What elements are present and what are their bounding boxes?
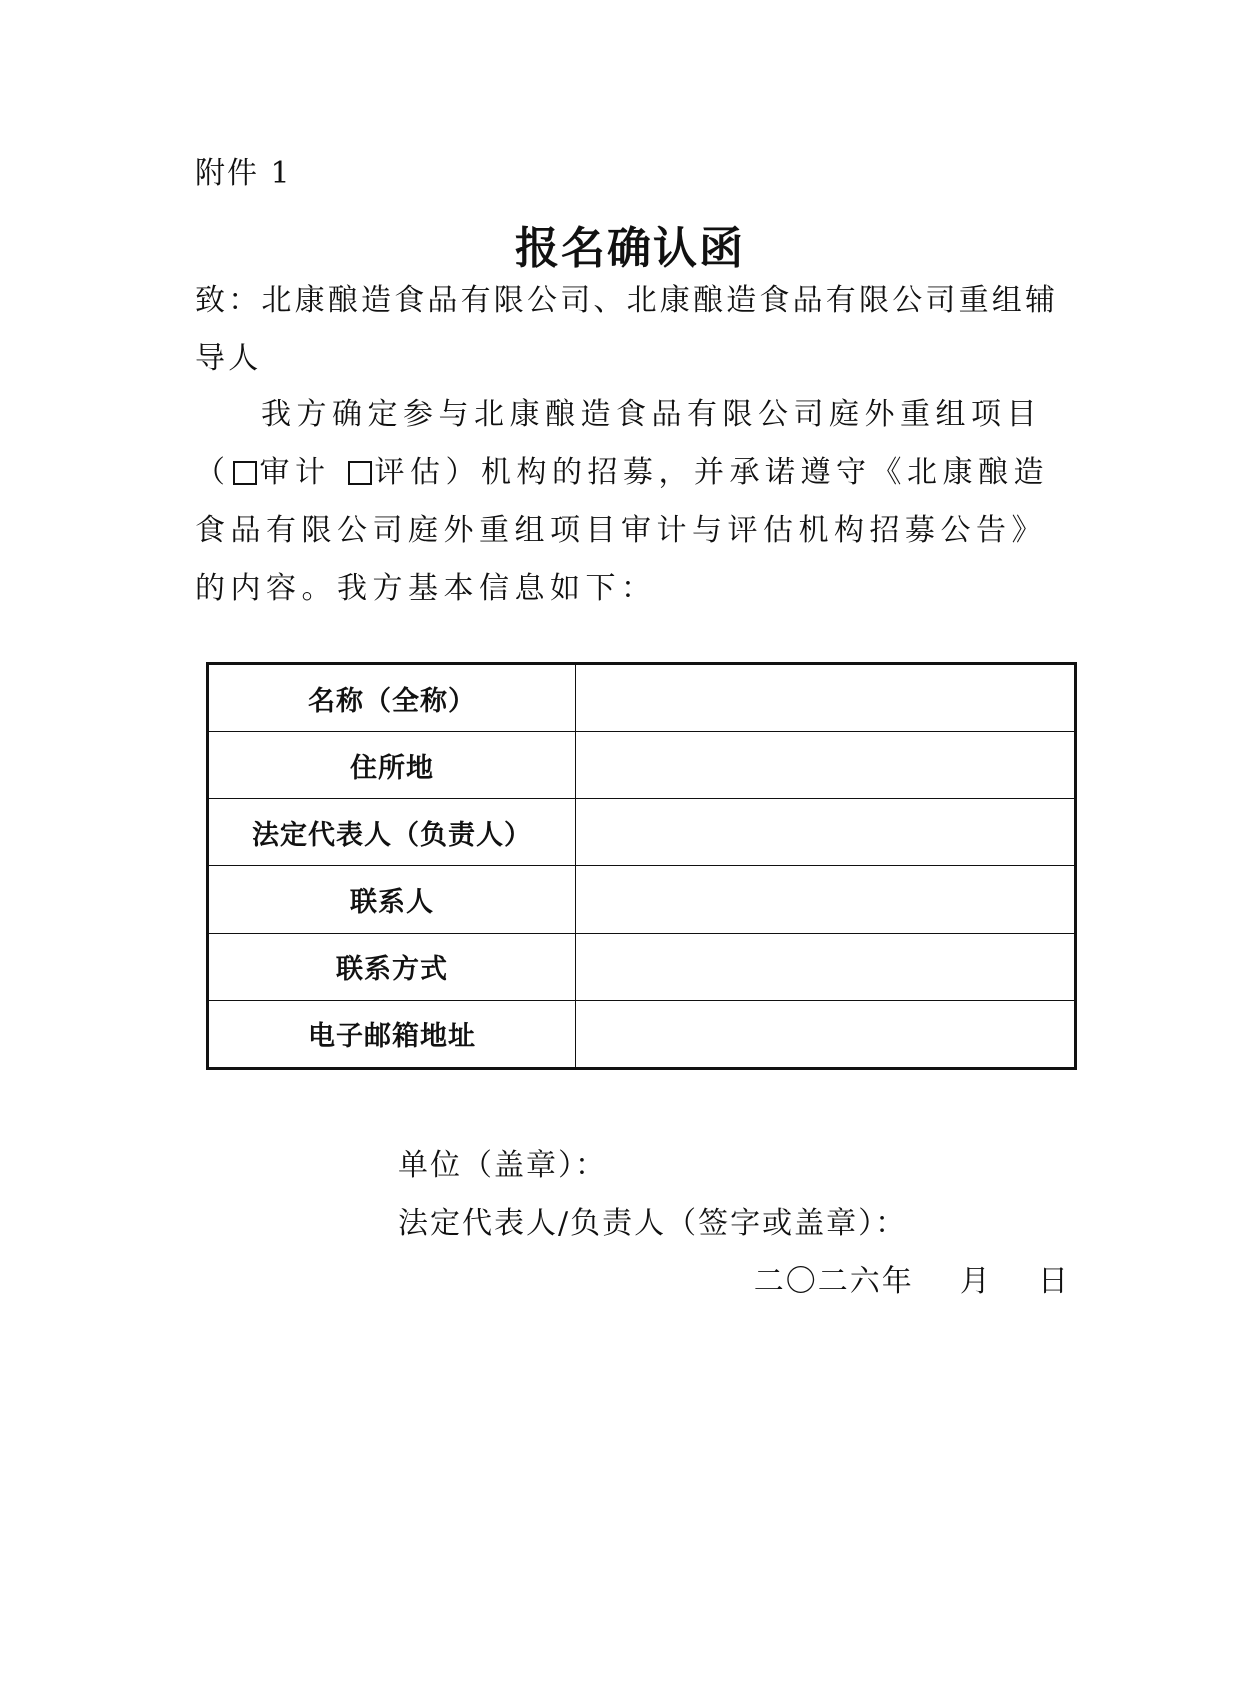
row-value-contact-method[interactable] [576,933,1076,1000]
audit-checkbox[interactable] [233,461,257,485]
body-paragraph [195,386,1075,618]
row-label-email: 电子邮箱地址 [208,1000,576,1068]
row-value-address[interactable] [576,732,1076,799]
row-label-contact-method: 联系方式 [208,933,576,1000]
table-row [208,933,1076,1000]
row-value-legal-rep[interactable] [576,799,1076,866]
body-part2: ）机构的招募，并承诺遵守《北康酿造食品有限公司庭外重组项目审计与评估机构招募公告》的内容。我方基本信息如下： [195,455,1050,606]
table-row [208,732,1076,799]
signature-date: 二〇二六年 月 日 [753,1264,1070,1299]
row-label-full-name: 名称（全称） [208,664,576,732]
row-label-address: 住所地 [208,732,576,799]
signature-legal-rep: 法定代表人/负责人（签字或盖章）： [398,1206,908,1241]
attachment-label: 附件 1 [195,156,292,191]
info-table [206,662,1077,1070]
option-audit-label: 审计 [259,455,331,490]
table-row [208,866,1076,933]
signature-unit: 单位（盖章）： [398,1148,607,1183]
table-row [208,1000,1076,1068]
table-row [208,664,1076,732]
option-valuation-label: 评估 [374,455,446,490]
row-label-contact-person: 联系人 [208,866,576,933]
valuation-checkbox[interactable] [348,461,372,485]
row-value-full-name[interactable] [576,664,1076,732]
addressee: 致：北康酿造食品有限公司、北康酿造食品有限公司重组辅导人 [195,283,1059,376]
row-label-legal-rep: 法定代表人（负责人） [208,799,576,866]
row-value-email[interactable] [576,1000,1076,1068]
row-value-contact-person[interactable] [576,866,1076,933]
table-row [208,799,1076,866]
body-part1: 我方确定参与北康酿造食品有限公司庭外重组项目（ [195,397,1042,490]
document-title: 报名确认函 [515,223,745,274]
